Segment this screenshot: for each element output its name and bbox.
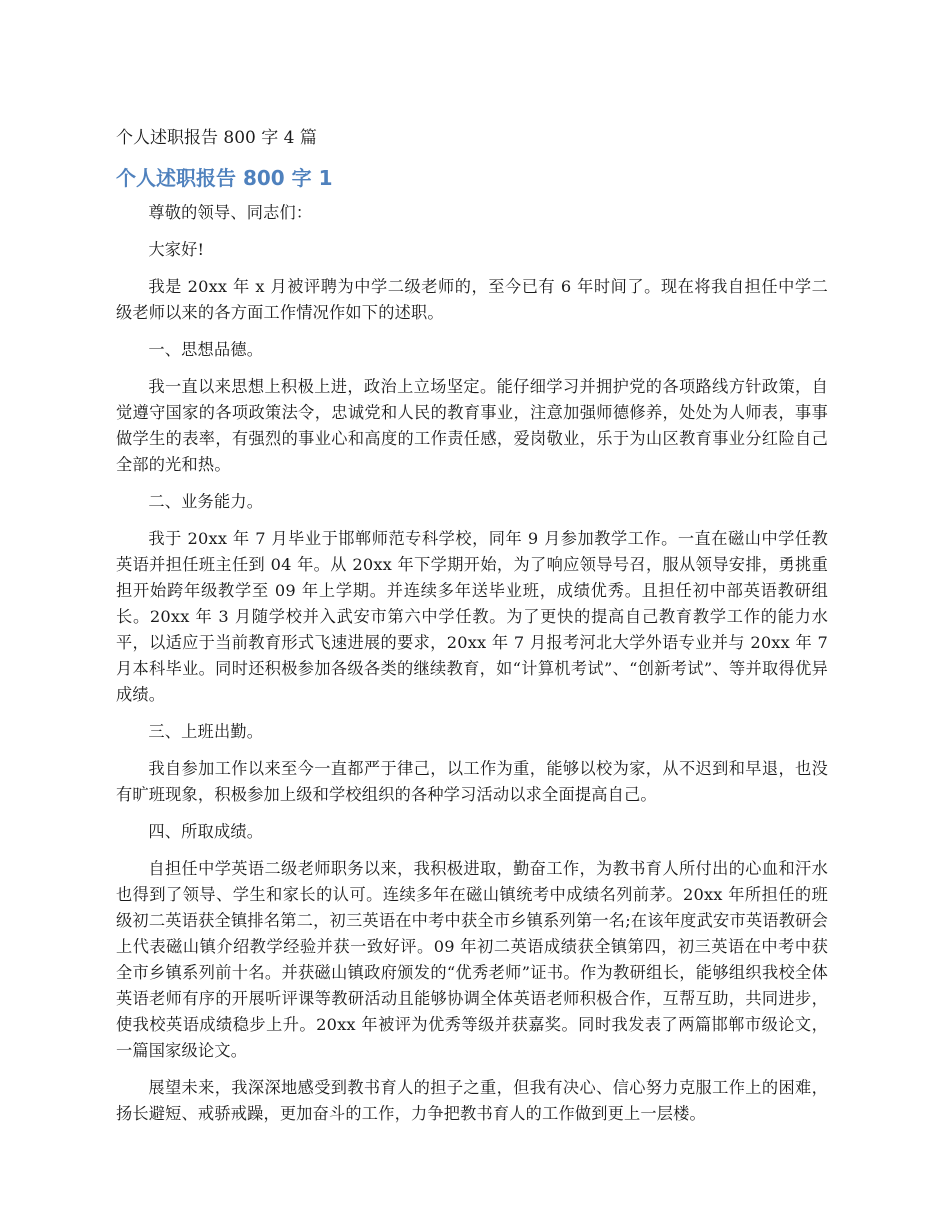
greeting: 大家好! [148, 240, 205, 259]
heading-ideology: 一、思想品德。 [148, 340, 264, 359]
paragraph-attendance: 我自参加工作以来至今一直都严于律己，以工作为重，能够以校为家，从不迟到和早退，也没有旷班现象，积极参加上级和学校组织的各种学习活动以求全面提高自己。 [116, 759, 828, 804]
intro-paragraph: 我是 20xx 年 x 月被评聘为中学二级老师的，至今已有 6 年时间了。现在将我自担任中学二级老师以来的各方面工作情况作如下的述职。 [116, 277, 828, 322]
document-title: 个人述职报告 800 字 4 篇 [116, 128, 317, 148]
paragraph-outlook: 展望未来，我深深地感受到教书育人的担子之重，但我有决心、信心努力克服工作上的困难，扬长避短、戒骄戒躁，更加奋斗的工作，力争把教书育人的工作做到更上一层楼。 [116, 1078, 828, 1123]
paragraph-ability: 我于 20xx 年 7 月毕业于邯郸师范专科学校，同年 9 月参加教学工作。一直在磁山中学任教英语并担任班主任到 04 年。从 20xx 年下学期开始，为了响应领导号召，服从领导安排，勇挑重担开始跨年级教学至 09 年上学期。并连续多年送毕业班，成绩优秀。且担任初中部英语教研组长。20xx 年 3 月随学校并入武安市第六中学任教。为了更快的提高自己教育教学工作的能力水平，以适应于当前教育形式飞速进展的要求，20xx 年 7 月报考河北大学外语专业并与 20xx 年 7 月本科毕业。同时还积极参加各级各类的继续教育，如“计算机考试”、“创新考试”、等并取得优异成绩。 [116, 529, 828, 704]
paragraph-ideology: 我一直以来思想上积极上进，政治上立场坚定。能仔细学习并拥护党的各项路线方针政策，自觉遵守国家的各项政策法令，忠诚党和人民的教育事业，注意加强师德修养，处处为人师表，事事做学生的表率，有强烈的事业心和高度的工作责任感，爱岗敬业，乐于为山区教育事业分红险自己全部的光和热。 [116, 377, 828, 474]
salutation: 尊敬的领导、同志们： [148, 203, 313, 222]
document-body [116, 200, 828, 1138]
heading-ability: 二、业务能力。 [148, 492, 264, 511]
heading-attendance: 三、上班出勤。 [148, 722, 264, 741]
heading-achievements: 四、所取成绩。 [148, 822, 264, 841]
paragraph-achievements: 自担任中学英语二级老师职务以来，我积极进取，勤奋工作，为教书育人所付出的心血和汗水也得到了领导、学生和家长的认可。连续多年在磁山镇统考中成绩名列前茅。20xx 年所担任的班级初二英语获全镇排名第二，初三英语在中考中获全市乡镇系列第一名;在该年度武安市英语教研会上代表磁山镇介绍教学经验并获一致好评。09 年初二英语成绩获全镇第四，初三英语在中考中获全市乡镇系列前十名。并获磁山镇政府颁发的“优秀老师”证书。作为教研组长，能够组织我校全体英语老师有序的开展听评课等教研活动且能够协调全体英语老师积极合作，互帮互助，共同进步，使我校英语成绩稳步上升。20xx 年被评为优秀等级并获嘉奖。同时我发表了两篇邯郸市级论文，一篇国家级论文。 [116, 859, 828, 1060]
section-heading: 个人述职报告 800 字 1 [116, 166, 333, 190]
